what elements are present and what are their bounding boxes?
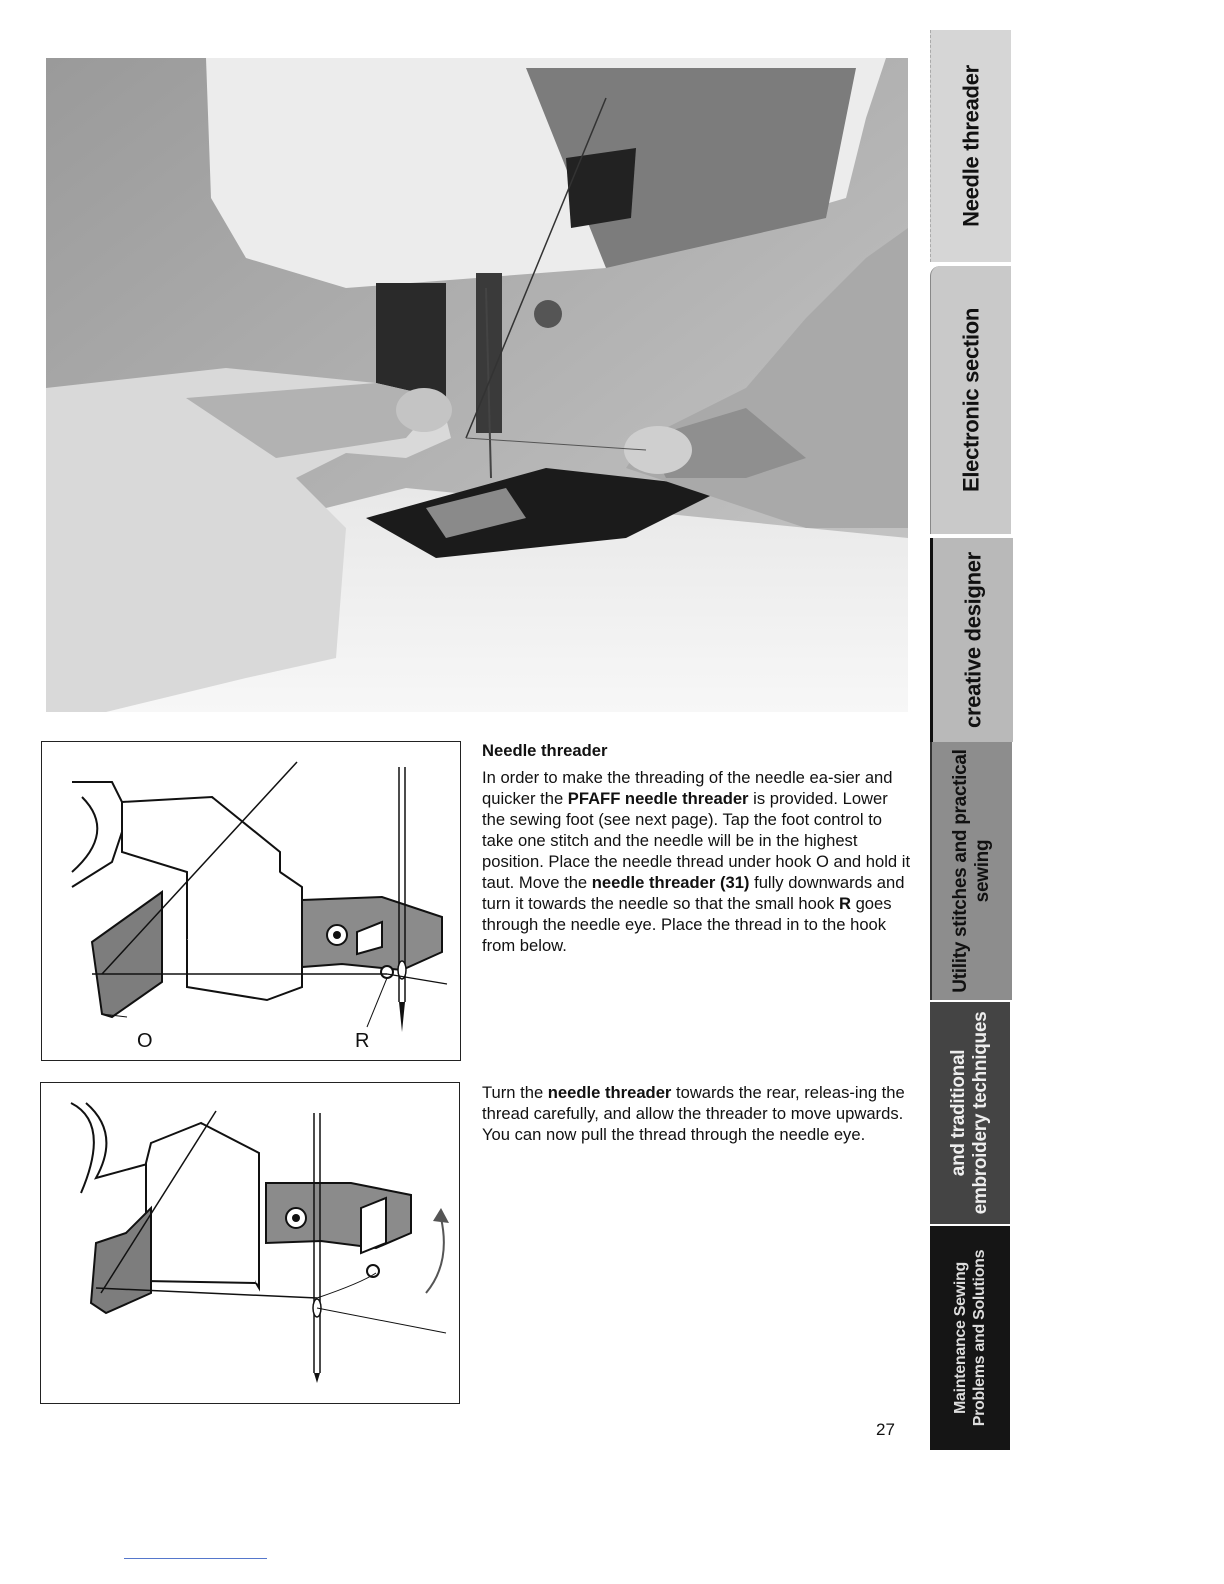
chapter-tabs xyxy=(930,30,1010,1450)
tab-traditional-embroidery[interactable] xyxy=(930,1002,1010,1224)
threader-diagram-down-drawing xyxy=(42,742,460,1060)
tab-maintenance[interactable] xyxy=(930,1226,1010,1450)
threader-diagram-up-drawing xyxy=(41,1083,459,1403)
tab-label-traditional-embroidery: and traditional embroidery techniques xyxy=(948,1011,991,1215)
needle-threader-section xyxy=(482,740,912,956)
hook-r-label: R xyxy=(355,1030,370,1052)
paragraph-text-c: is provided. Lower the sewing foot (see next page). Tap the foot control to take one stitch and the needle will be in the highest position. Place the needle thread under hook O and hold it taut. Move the xyxy=(482,789,911,892)
footer-line xyxy=(124,1558,267,1559)
tab-label-needle-threader: Needle threader xyxy=(958,65,984,227)
paragraph-bold-threader-31: needle threader (31) xyxy=(591,873,750,892)
section-paragraph-2 xyxy=(482,1082,912,1145)
threader-release-section xyxy=(482,1082,912,1145)
threader-diagram-down xyxy=(41,741,461,1061)
tab-electronic-section[interactable] xyxy=(930,266,1011,534)
tab-label-utility-stitches: Utility stitches and practical sewing xyxy=(950,749,993,993)
section-paragraph-1 xyxy=(482,767,912,956)
tab-utility-stitches[interactable] xyxy=(930,742,1012,1000)
section-heading: Needle threader xyxy=(482,741,608,760)
tab-label-creative-designer: creative designer xyxy=(960,552,986,728)
paragraph2-bold-threader: needle threader xyxy=(547,1083,672,1102)
tab-creative-designer[interactable] xyxy=(930,538,1013,742)
paragraph-text-e: goes through the needle eye. Place the thread in to the hook from below. xyxy=(482,894,892,955)
paragraph2-text-a: Turn the xyxy=(482,1083,548,1102)
tab-needle-threader[interactable] xyxy=(930,30,1011,262)
paragraph-text-a: In order to make the threading of the needle ea-sier and quicker the xyxy=(482,768,893,808)
sewing-machine-photo xyxy=(46,58,908,712)
paragraph-bold-r: R xyxy=(838,894,851,913)
paragraph-bold-pfaff: PFAFF needle threader xyxy=(567,789,749,808)
page-number: 27 xyxy=(876,1420,895,1439)
paragraph-text-d: fully downwards and turn it towards the needle so that the small hook xyxy=(482,873,905,913)
photo-illustration xyxy=(46,58,908,712)
hook-o-label: O xyxy=(137,1030,153,1052)
paragraph2-text-c: towards the rear, releas-ing the thread carefully, and allow the threader to move upwards. You can now pull the thread through the needle eye. xyxy=(482,1083,905,1144)
tab-label-electronic-section: Electronic section xyxy=(958,307,984,493)
tab-label-maintenance: Maintenance Sewing Problems and Solutions xyxy=(952,1249,988,1427)
threader-diagram-up xyxy=(40,1082,460,1404)
